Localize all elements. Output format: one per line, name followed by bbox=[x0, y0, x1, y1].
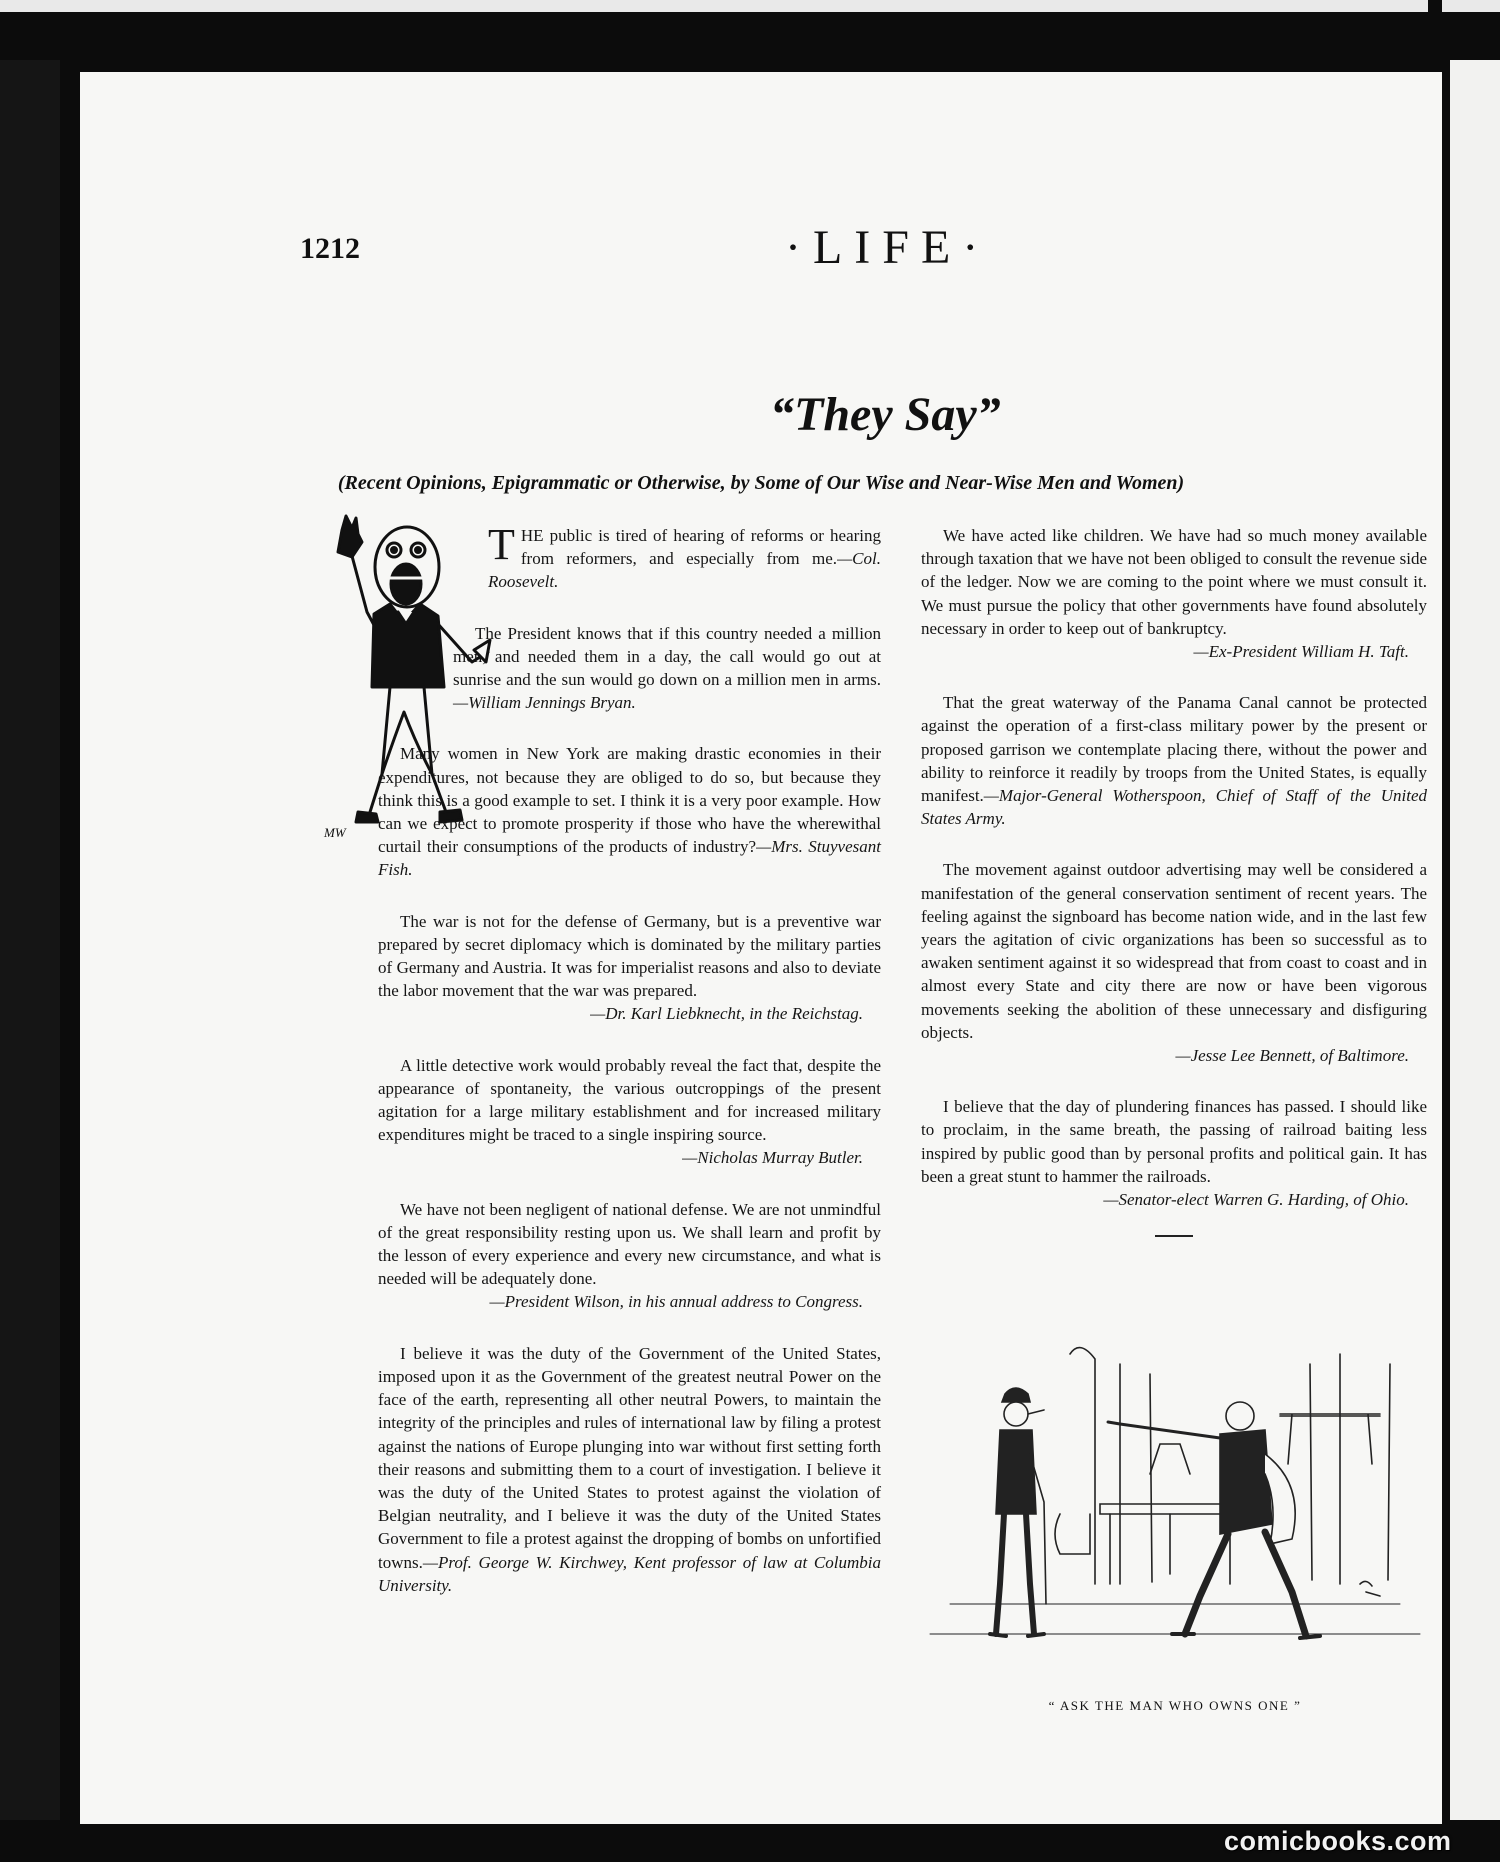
page-number: 1212 bbox=[300, 232, 360, 265]
article-title: “They Say” bbox=[770, 388, 1001, 441]
quote-item bbox=[378, 910, 881, 1026]
quote-item bbox=[378, 742, 881, 881]
quote-text bbox=[378, 1342, 881, 1597]
top-strip bbox=[0, 0, 1500, 12]
quote-attribution: —Senator-elect Warren G. Harding, of Ohio. bbox=[1103, 1190, 1409, 1210]
masthead: ·LIFE· bbox=[785, 221, 991, 274]
quote-attribution: —Ex-President William H. Taft. bbox=[1193, 642, 1409, 662]
quote-text: I believe that the day of plundering finances has passed. I should like to proclaim, in the same breath, the passing of railroad baiting less inspired by public good than by personal profits and political gain. It has been a great stunt to hammer the railroads. bbox=[921, 1097, 1427, 1186]
quote-attribution: —Prof. George W. Kirchwey, Kent professor of law at Columbia University. bbox=[378, 1552, 881, 1595]
article-subtitle: (Recent Opinions, Epigrammatic or Otherwise, by Some of Our Wise and Near-Wise Men and Women) bbox=[337, 472, 1185, 494]
quote-attribution: —Mrs. Stuyvesant Fish. bbox=[378, 837, 881, 880]
quote-text bbox=[488, 520, 881, 594]
quote-text bbox=[378, 742, 881, 881]
section-rule bbox=[1155, 1235, 1193, 1237]
quote-text: We have not been negligent of national defense. We are not unmindful of the great responsibility resting upon us. We shall learn and profit by the lesson of every experience and every new circumstance, and what is needed will be adequately done. bbox=[378, 1199, 881, 1289]
magazine-page bbox=[80, 72, 1442, 1824]
quote-item bbox=[921, 524, 1427, 663]
quote-item bbox=[378, 1342, 881, 1597]
binding-edge bbox=[0, 60, 60, 1820]
quote-attribution: —Col. Roosevelt. bbox=[488, 549, 881, 592]
quote-attribution: —Major-General Wotherspoon, Chief of Staff of the United States Army. bbox=[921, 786, 1427, 829]
top-strip-gap bbox=[1428, 0, 1442, 12]
cartoon-illustration bbox=[920, 1334, 1430, 1680]
page-divider bbox=[1443, 60, 1446, 1820]
watermark: comicbooks.com bbox=[1224, 1826, 1452, 1856]
quote-item bbox=[378, 1198, 881, 1314]
quote-item bbox=[378, 622, 881, 715]
quote-item bbox=[921, 1095, 1427, 1211]
caricature-signature: MW bbox=[324, 825, 346, 840]
quote-text: The movement against outdoor advertising may well be considered a manifestation of the general conservation sentiment of recent years. The feeling against the signboard has become nation wide, and in the last few years the agitation of civic organizations has been so successful as to awaken sentiment against it so widespread that from coast to coast and in almost every State and city there are now or have been vigorous movements seeking the abolition of these unnecessary and disfiguring objects. bbox=[921, 860, 1427, 1042]
quote-body: Many women in New York are making drastic economies in their expenditures, not because they are obliged to do so, but because they think this is a good example to set. I think it is a very poor example. How can we expect to promote prosperity if those who have the wherewithal curtail their consumptions of the products of industry? bbox=[378, 744, 881, 857]
quote-body: HE public is tired of hearing of reforms or hearing from reformers, and especially from me. bbox=[520, 526, 881, 569]
quote-text bbox=[453, 622, 881, 715]
left-column bbox=[378, 520, 881, 1625]
quote-text bbox=[921, 691, 1427, 830]
quote-item bbox=[378, 1054, 881, 1170]
quote-item bbox=[378, 520, 881, 594]
quote-body: That the great waterway of the Panama Canal cannot be protected against the operation of a first-class military power by the present or proposed garrison we contemplate placing there, without the power and ability to reinforce it readily by troops from the United States, is equally manifest. bbox=[921, 693, 1427, 806]
quote-attribution: —Jesse Lee Bennett, of Baltimore. bbox=[1175, 1046, 1409, 1066]
drop-cap: T bbox=[488, 520, 515, 569]
adjacent-page-edge bbox=[1450, 60, 1500, 1820]
quote-attribution: —William Jennings Bryan. bbox=[453, 693, 636, 713]
quote-text: We have acted like children. We have had so much money available through taxation that we have not been obliged to consult the revenue side of the ledger. Now we are coming to the point where we must consult it. We must pursue the policy that other governments have found absolutely necessary in order to keep out of bankruptcy. bbox=[921, 526, 1427, 638]
quote-body: The President knows that if this country needed a million men, and needed them in a day, the call would go out at sunrise and the sun would go down on a million men in arms. bbox=[453, 623, 881, 690]
quote-attribution: —Dr. Karl Liebknecht, in the Reichstag. bbox=[590, 1004, 863, 1024]
quote-attribution: —President Wilson, in his annual address to Congress. bbox=[489, 1292, 863, 1312]
quote-text: The war is not for the defense of Germany, but is a preventive war prepared by secret diplomacy which is dominated by the military parties of Germany and Austria. It was for imperialist reasons and also to deviate the labor movement that the war was prepared. bbox=[378, 911, 881, 1001]
quote-item bbox=[921, 858, 1427, 1067]
quote-item bbox=[921, 691, 1427, 830]
quote-body: I believe it was the duty of the Government of the United States, imposed upon it as the Government of the greatest neutral Power on the face of the earth, representing all other neutral Powers, to maintain the integrity of the principles and rules of international law by filing a protest against the nations of Europe plunging into war without first setting forth their reasons and submitting them to a court of investigation. I believe it was the duty of the United States to protest against the violation of Belgian neutrality, and I believe it was the duty of the United States Government to file a protest against the dropping of bombs on unfortified towns. bbox=[378, 1343, 881, 1572]
right-column bbox=[921, 524, 1427, 1237]
quote-text: A little detective work would probably reveal the fact that, despite the appearance of spontaneity, the various outcroppings of the present agitation for a large military establishment and for increased military expenditures might be traced to a single inspiring source. bbox=[378, 1055, 881, 1145]
cartoon-caption: “ ASK THE MAN WHO OWNS ONE ” bbox=[1048, 1698, 1302, 1713]
quote-attribution: —Nicholas Murray Butler. bbox=[682, 1148, 863, 1168]
